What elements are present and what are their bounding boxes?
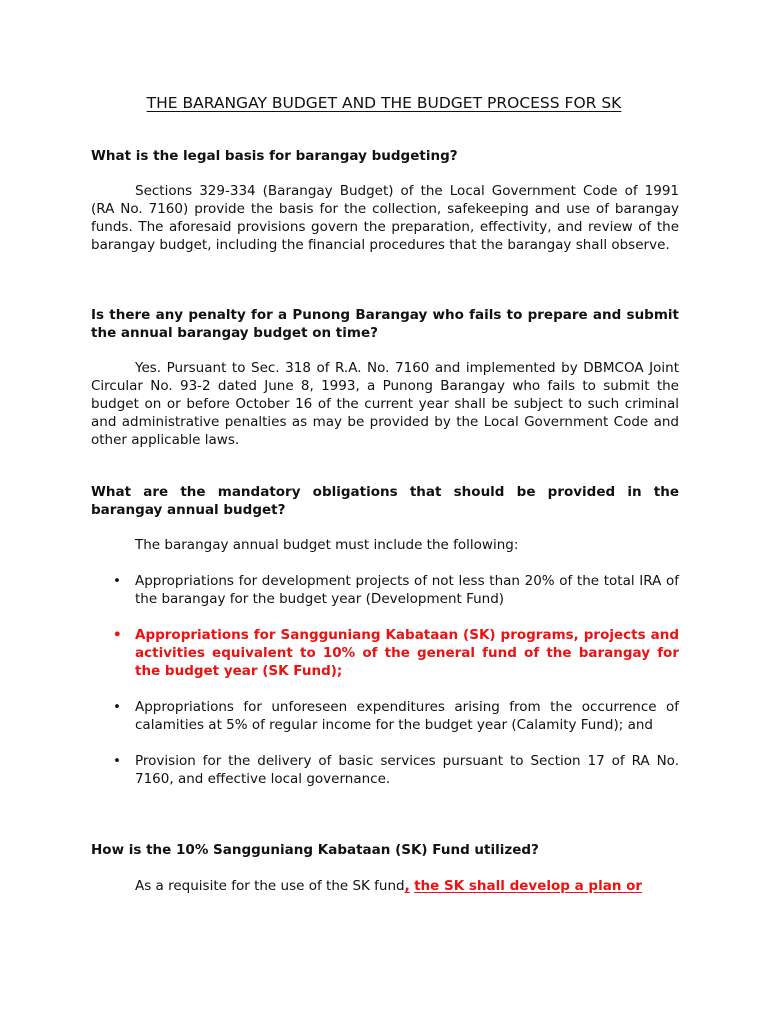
question-penalty: Is there any penalty for a Punong Barangay who fails to prepare and submit the annual barangay budget on time? [91, 307, 679, 341]
question-legal-basis: What is the legal basis for barangay budgeting? [91, 148, 458, 164]
list-item-text: Appropriations for unforeseen expenditures arising from the occurrence of calamities at 5% of regular income for the budget year (Calamity Fund); and [135, 699, 679, 733]
list-item-text: Appropriations for Sangguniang Kabataan (SK) programs, projects and activities equivalent to 10% of the general fund of the barangay for the budget year (SK Fund); [135, 627, 679, 679]
obligations-lead-text: The barangay annual budget must include the following: [135, 537, 519, 553]
answer-penalty-text: Yes. Pursuant to Sec. 318 of R.A. No. 7160 and implemented by DBMCOA Joint Circular No. 93-2 dated June 8, 1993, a Punong Barangay who fails to submit the budget on or before October 16 of the current year shall be subject to such criminal and administrative penalties as may be provided by the Local Government Code and other applicable laws. [91, 360, 679, 448]
document-title-text: THE BARANGAY BUDGET AND THE BUDGET PROCESS FOR SK [146, 94, 622, 112]
answer-sk-fund-comma: , [404, 878, 410, 894]
bullet-icon: • [113, 627, 122, 643]
bullet-icon: • [113, 573, 121, 589]
answer-sk-fund-text: As a requisite for the use of the SK fund [135, 878, 405, 894]
list-item [91, 572, 679, 608]
document-title [0, 93, 768, 113]
obligations-list [91, 572, 679, 788]
bullet-icon: • [113, 753, 121, 769]
bullet-icon: • [113, 699, 121, 715]
answer-sk-fund-utilization [135, 877, 695, 895]
answer-sk-fund-highlight: the SK shall develop a plan or [414, 878, 643, 894]
list-item-highlighted [91, 626, 679, 680]
answer-penalty [91, 359, 679, 449]
list-item [91, 752, 679, 788]
list-item-text: Provision for the delivery of basic services pursuant to Section 17 of RA No. 7160, and effective local governance. [135, 753, 679, 787]
answer-legal-basis [91, 182, 679, 254]
list-item-text: Appropriations for development projects of not less than 20% of the total IRA of the barangay for the budget year (Development Fund) [135, 573, 679, 607]
question-sk-fund-utilization: How is the 10% Sangguniang Kabataan (SK) Fund utilized? [91, 842, 539, 858]
question-mandatory-obligations: What are the mandatory obligations that should be provided in the barangay annual budget? [91, 484, 679, 518]
answer-legal-basis-text: Sections 329-334 (Barangay Budget) of the Local Government Code of 1991 (RA No. 7160) provide the basis for the collection, safekeeping and use of barangay funds. The aforesaid provisions govern the preparation, effectivity, and review of the barangay budget, including the financial procedures that the barangay shall observe. [91, 183, 679, 253]
list-item [91, 698, 679, 734]
